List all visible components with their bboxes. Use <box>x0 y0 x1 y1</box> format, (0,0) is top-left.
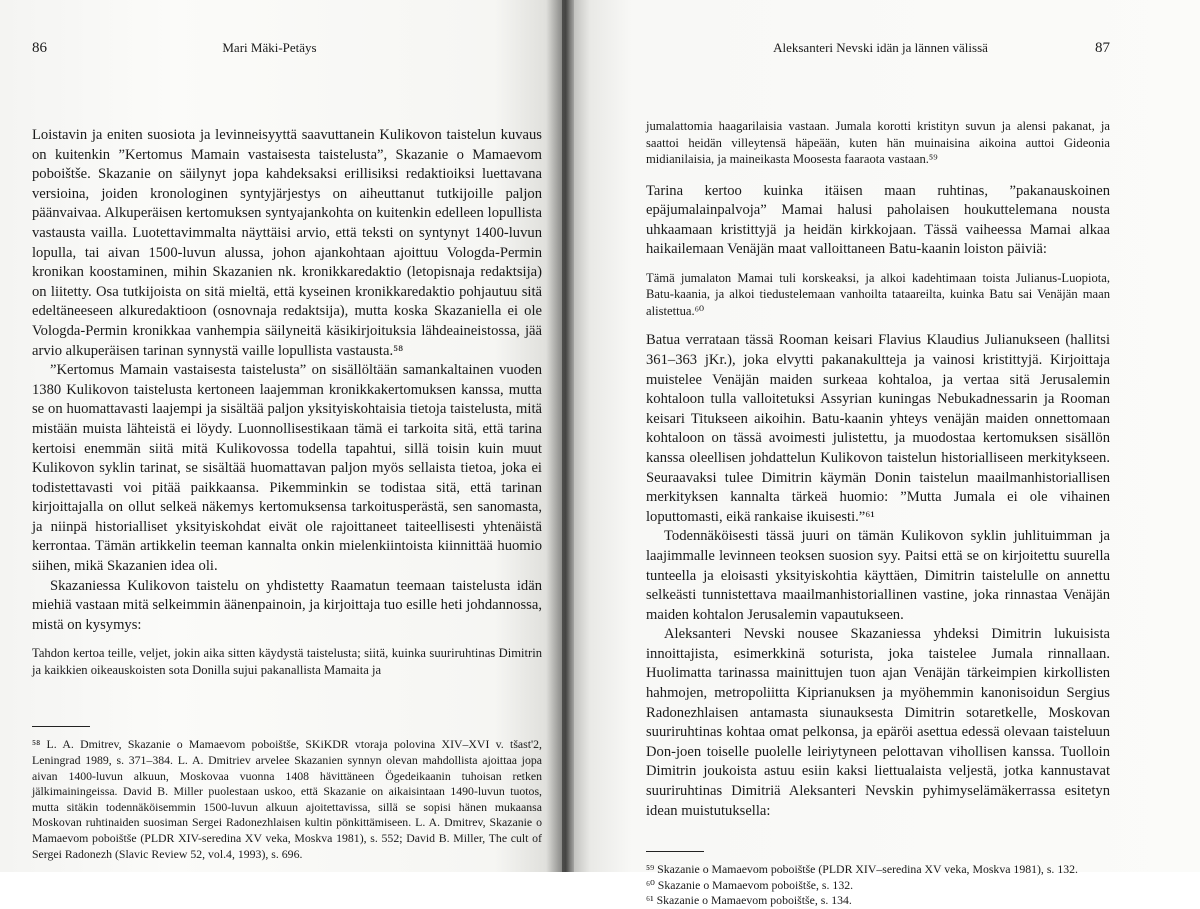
right-paragraph-3: Todennäköisesti tässä juuri on tämän Kulikovon syklin juhlituimman ja laajimmalle levinneen teoksen suosion syy. Paitsi että se on kirjoitettu suurella tunteella ja eloisasti yksityiskohtia käyttäen, Dimitrin taistelulle on annettu selkeästi tunnistettava maailmanhistoriallinen vastine, joka rinnastaa Venäjän maiden kohtalon Jerusalemin vapautukseen. <box>646 528 1110 623</box>
footnote-59: ⁵⁹ Skazanie o Mamaevom poboištše (PLDR XIV–seredina XV veka, Moskva 1981), s. 132. <box>646 862 1078 877</box>
left-body <box>32 126 542 678</box>
footnote-58: ⁵⁸ L. A. Dmitrev, Skazanie o Mamaevom poboištše, SKiKDR vtoraja polovina XIV–XVI v. tšast'2, Leningrad 1989, s. 371–384. L. A. Dmitriev arvelee Skazanien synnyn olevan mahdollista ajoittaa jopa aivan 1400-luvun alkuun, Moskovaa vuonna 1408 hävittäneen Ögedeikaanin tuhoisan retken jälkimainingeissa. David B. Miller puolestaan uskoo, että Skazanie on aikaisintaan 1490-luvun tuotos, mutta sitäkin todennäköisemmin 1500-luvun alkuun ajoitettavissa, sillä se sopisi hänen mukaansa Moskovan ruhtinaiden suosiman Sergei Radonezhlaisen kultin pönkittämiseen. L. A. Dmitrev, Skazanie o Mamaevom poboištše (PLDR XIV-seredina XV veka, Moskva 1981), s. 552; David B. Miller, The cult of Sergei Radonezh (Slavic Review 52, vol.4, 1993), s. 696. <box>32 737 542 861</box>
right-paragraph-4: Aleksanteri Nevski nousee Skazaniessa yhdeksi Dimitrin lukuisista innoittajista, esimerkkinä soturista, joka taistelee Jumala rinnallaan. Huolimatta tarinassa mainittujen tuon ajan Venäjän tärkeimpien kirkollisten hahmojen, metropoliitta Kiprianuksen ja myöhemmin kanonisoidun Sergius Radonezhlaisen antamasta siunauksesta Dimitrin sotaretkelle, Moskovan suuriruhtinas kohtaa omat pelkonsa, ja epäröi asettua edessä olevaan taisteluun Don-joen toiselle puolelle leiriytyneen pelottavan vihollisen kanssa. Tuolloin Dimitrin joukoista astuu esiin kaksi liettualaista veljestä, jotka kannustavat suuriruhtinas Dimitriä Aleksanteri Nevskin pyhimyselämäkerrassa esitetyn idean muistutuksella: <box>646 626 1110 819</box>
right-paragraph-2: Batua verrataan tässä Rooman keisari Flavius Klaudius Julianukseen (hallitsi 361–363 jKr.), joka elvytti pakanakultteja ja vainosi kristittyjä. Kirjoittaja muistelee Venäjän maiden surkeaa kohtaloa, ja vertaa sitä Jerusalemin kohtaloon tulla valloitetuksi Assyrian kuningas Nebukadnessarin ja Rooman keisari Titukseen aikoihin. Batu-kaanin yhteys venäjän maiden onnettomaan kohtaloon on tässä avoimesti julistettu, ja muodostaa kertomuksen sisällön kanssa oleellisen johdattelun Kulikovon taistelun historialliseen merkitykseen. Seuraavaksi tulee Dimitrin käymän Donin taistelun maailmanhistoriallisen merkityksen kannalta tärkeä huomio: ”Mutta Jumala ei ole vihainen loputtomasti, eikä rankaise ikuisesti.”⁶¹ <box>646 332 1110 525</box>
left-page-number: 86 <box>32 40 47 56</box>
right-body <box>646 118 1110 821</box>
right-top-quote: jumalattomia haagarilaisia vastaan. Jumala korotti kristityn suvun ja alensi pakanat, ja saattoi heidän villeytensä häpeään, kuten hän muinaisina aikoina auttoi Gideonia midianilaisia, ja maineikasta Moosesta faaraota vastaan.⁵⁹ <box>646 119 1110 166</box>
left-running-head-title: Mari Mäki-Petäys <box>222 40 317 55</box>
right-footnotes <box>646 862 1110 909</box>
right-page <box>562 0 1200 908</box>
left-footnote-rule <box>32 726 90 727</box>
right-page-number: 87 <box>1095 40 1110 56</box>
right-running-head-title: Aleksanteri Nevski idän ja lännen välissä <box>773 40 988 55</box>
right-running-head <box>646 40 1110 68</box>
right-footnote-rule <box>646 851 704 852</box>
left-page <box>0 0 562 872</box>
footnote-61: ⁶¹ Skazanie o Mamaevom poboištše, s. 134. <box>646 893 852 908</box>
left-block-quote: Tahdon kertoa teille, veljet, jokin aika sitten käydystä taistelusta; siitä, kuinka suuriruhtinas Dimitrin ja kaikkien oikeauskoisten sota Donilla sujui pakanallista Mamaita ja <box>32 646 542 677</box>
right-block-quote: Tämä jumalaton Mamai tuli korskeaksi, ja alkoi kadehtimaan toista Julianus-Luopiota, Batu-kaania, ja alkoi tiedustelemaan vanhoilta tataareilta, kuinka Batu sai Venäjän maan alistettua.⁶⁰ <box>646 270 1110 318</box>
left-running-head <box>32 40 542 68</box>
left-paragraph-2: ”Kertomus Mamain vastaisesta taistelusta” on sisällöltään samankaltainen vuoden 1380 Kulikovon taistelusta kertoneen laajemman kronikkakertomuksen kanssa, mutta se on huomattavasti laajempi ja sisältää paljon yksityiskohtaisia tietoja taistelusta, mitä mistään muista lähteistä ei löydy. Luonnollisestikaan tämä ei tarkoita sitä, että tarina kertoisi enemmän siitä mitä Kulikovossa todella tapahtui, sillä toisin kuin muut Kulikovon syklin tarinat, se sisältää huomattavan paljon myös sellaista tietoa, joka ei todistettavasti voi pitää paikkaansa. Pikemminkin se todistaa sitä, että tarinan kirjoittajalla on ollut selkeä näkemys kertomuksensa tarkoitusperästä, sen sanomasta, ja niinpä historialliset yksityiskohdat eivät ole rajoittaneet taiteellisesti yhtenäistä kerrontaa. Tämän artikkelin teeman kannalta onkin mielenkiintoista kiinnittää huomio siihen, mikä Skazanien idea oli. <box>32 362 542 575</box>
left-footnotes <box>32 737 542 862</box>
left-paragraph-3: Skazaniessa Kulikovon taistelu on yhdistetty Raamatun teemaan taistelusta idän miehiä vastaan mitä selkeimmin äänenpainoin, ja kirjoittaja tuo esille heti johdannossa, mistä on kysymys: <box>32 577 542 633</box>
right-paragraph-1: Tarina kertoo kuinka itäisen maan ruhtinas, ”pakanauskoinen epäjumalainpalvoja” Mamai halusi paholaisen houkuttelemana nousta uhkaamaan kristittyjä ja heidän kirkkojaan. Tässä vaiheessa Mamai alkaa haikailemaan Venäjän maat valloittaneen Batu-kaanin loiston päiviä: <box>646 182 1110 258</box>
footnote-60: ⁶⁰ Skazanie o Mamaevom poboištše, s. 132. <box>646 877 854 892</box>
left-paragraph-1: Loistavin ja eniten suosiota ja levinneisyyttä saavuttanein Kulikovon taistelun kuvaus on kuitenkin ”Kertomus Mamain vastaisesta taistelusta”, Skazanie o Mamaevom poboištše. Skazanie on säilynyt jopa kahdeksaksi erillisiksi redaktioiksi luettavana versioina, joiden kronologinen syntyjärjestys on aiheuttanut tutkijoille paljon päänvaivaa. Alkuperäisen kertomuksen syntyajankohta on kuitenkin edelleen lopullista vastausta vailla. Luotettavimmalta näyttäisi arvio, että teksti on syntynyt 1400-luvun lopulla, tai aivan 1500-luvun alussa, johon ajankohtaan ajoittuu Vologda-Permin kronikan koostaminen, mihin Skazanien nk. kronikkaredaktio (letopisnaja redaktsija) on liitetty. Osa tutkijoista on sitä mieltä, että kyseinen kronikkaredaktio pohjautuu sitä edeltäneeseen alkuredaktioon (osnovnaja redaktsija), mutta koska Skazaniella ei ole Vologda-Permin kronikkaa vanhempia säilyneitä käsikirjoituksia lähdeaineistossa, jää arvio alkuperäisen tarinan synnystä vaille lopullista vastausta.⁵⁸ <box>32 127 542 359</box>
